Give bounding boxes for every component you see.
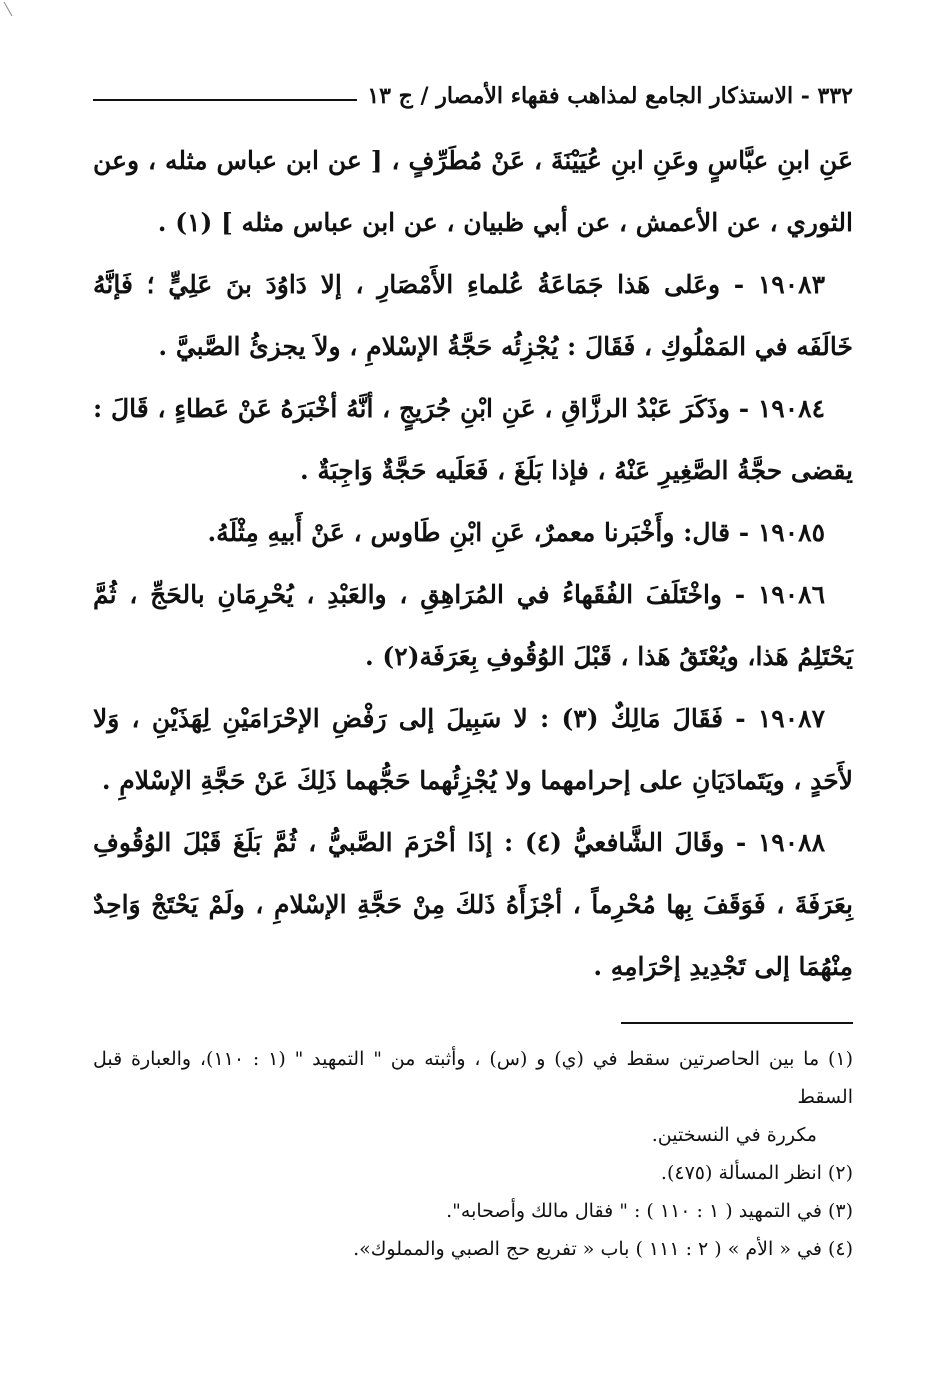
footnote-1-continuation: مكررة في النسختين. (651, 1124, 817, 1146)
footnote-separator (621, 1022, 853, 1024)
scan-mark (2, 0, 16, 20)
paragraph-continuation: عَنِ ابنِ عبَّاسٍ وعَنِ ابنِ عُيَيْنَةَ ، عَنْ مُطَرِّفٍ ، [ عن ابن عباس مثله ، وعن الثوري ، عن الأعمش ، عن أبي ظبيان ، عن ابن عباس مثله ] (١) . (93, 146, 853, 237)
footnote-3: (٣) في التمهيد ( ١ : ١١٠ ) : " فقال مالك وأصحابه". (446, 1200, 853, 1222)
footnote-4: (٤) في « الأم » ( ٢ : ١١١ ) باب « تفريع حج الصبي والمملوك». (353, 1238, 853, 1260)
header-rule (93, 99, 357, 101)
paragraph-19088: ١٩٠٨٨ - وقَالَ الشَّافعيُّ (٤) : إذَا أحْرَمَ الصَّبيُّ ، ثُمَّ بَلَغَ قَبْلَ الوُقُوفِ بِعَرَفَةَ ، فَوَقَفَ بِها مُحْرِماً ، أجْزَأَهُ ذَلكَ مِنْ حَجَّةِ الإسْلامِ ، ولَمْ يَحْتَجْ وَاحِدٌ مِنْهُمَا إلى تَجْدِيدِ إحْرَامِهِ . (93, 828, 853, 981)
paragraph-19084: ١٩٠٨٤ - وذَكَرَ عَبْدُ الرزَّاقِ ، عَنِ ابْنِ جُرَيجٍ ، أنَّهُ أخْبَرَهُ عَنْ عَطاءٍ ، قَالَ : يقضى حجَّةُ الصَّغِيرِ عَنْهُ ، فإذا بَلَغَ ، فَعَلَيه حَجَّةٌ وَاجِبَةٌ . (93, 394, 853, 485)
paragraph-19085: ١٩٠٨٥ - قال: وأَخْبَرنا معمرٌ، عَنِ ابْنِ طَاوس ، عَنْ أَبيهِ مِثْلَهُ. (207, 518, 825, 547)
running-title: ٣٣٢ - الاستذكار الجامع لمذاهب فقهاء الأمصار / ج ١٣ (367, 83, 853, 109)
footnote-1: (١) ما بين الحاصرتين سقط في (ي) و (س) ، وأثبته من " التمهيد " (١ : ١١٠)، والعبارة قبل السقط (93, 1048, 854, 1108)
paragraph-19086: ١٩٠٨٦ - واخْتَلَفَ الفُقَهاءُ في المُرَاهِقِ ، والعَبْدِ ، يُحْرِمَانِ بالحَجِّ ، ثُمَّ يَحْتَلِمُ هَذا، ويُعْتَقُ هَذا ، قَبْلَ الوُقُوفِ بِعَرَفَة(٢) . (93, 580, 853, 671)
main-text (93, 130, 853, 998)
running-header (93, 78, 853, 114)
footnote-2: (٢) انظر المسألة (٤٧٥). (660, 1162, 853, 1184)
paragraph-19083: ١٩٠٨٣ - وعَلى هَذا جَمَاعَةُ عُلماءِ الأَمْصَارِ ، إلا دَاوُدَ بنَ عَلِيٍّ ؛ فَإنَّهُ خَالَفَه في المَمْلُوكِ ، فَقَالَ : يُجْزِئُه حَجَّةُ الإسْلامِ ، ولاَ يجزئُ الصَّبيَّ . (93, 270, 853, 361)
footnotes (93, 1040, 853, 1268)
paragraph-19087: ١٩٠٨٧ - فَقَالَ مَالِكٌ (٣) : لا سَبِيلَ إلى رَفْضِ الإحْرَامَيْنِ لِهَذَيْنِ ، وَلا لأَحَدٍ ، ويَتَمادَيَانِ على إحرامهما ولا يُجْزِئُهما حَجُّهما ذَلِكَ عَنْ حَجَّةِ الإسْلامِ . (93, 704, 853, 795)
